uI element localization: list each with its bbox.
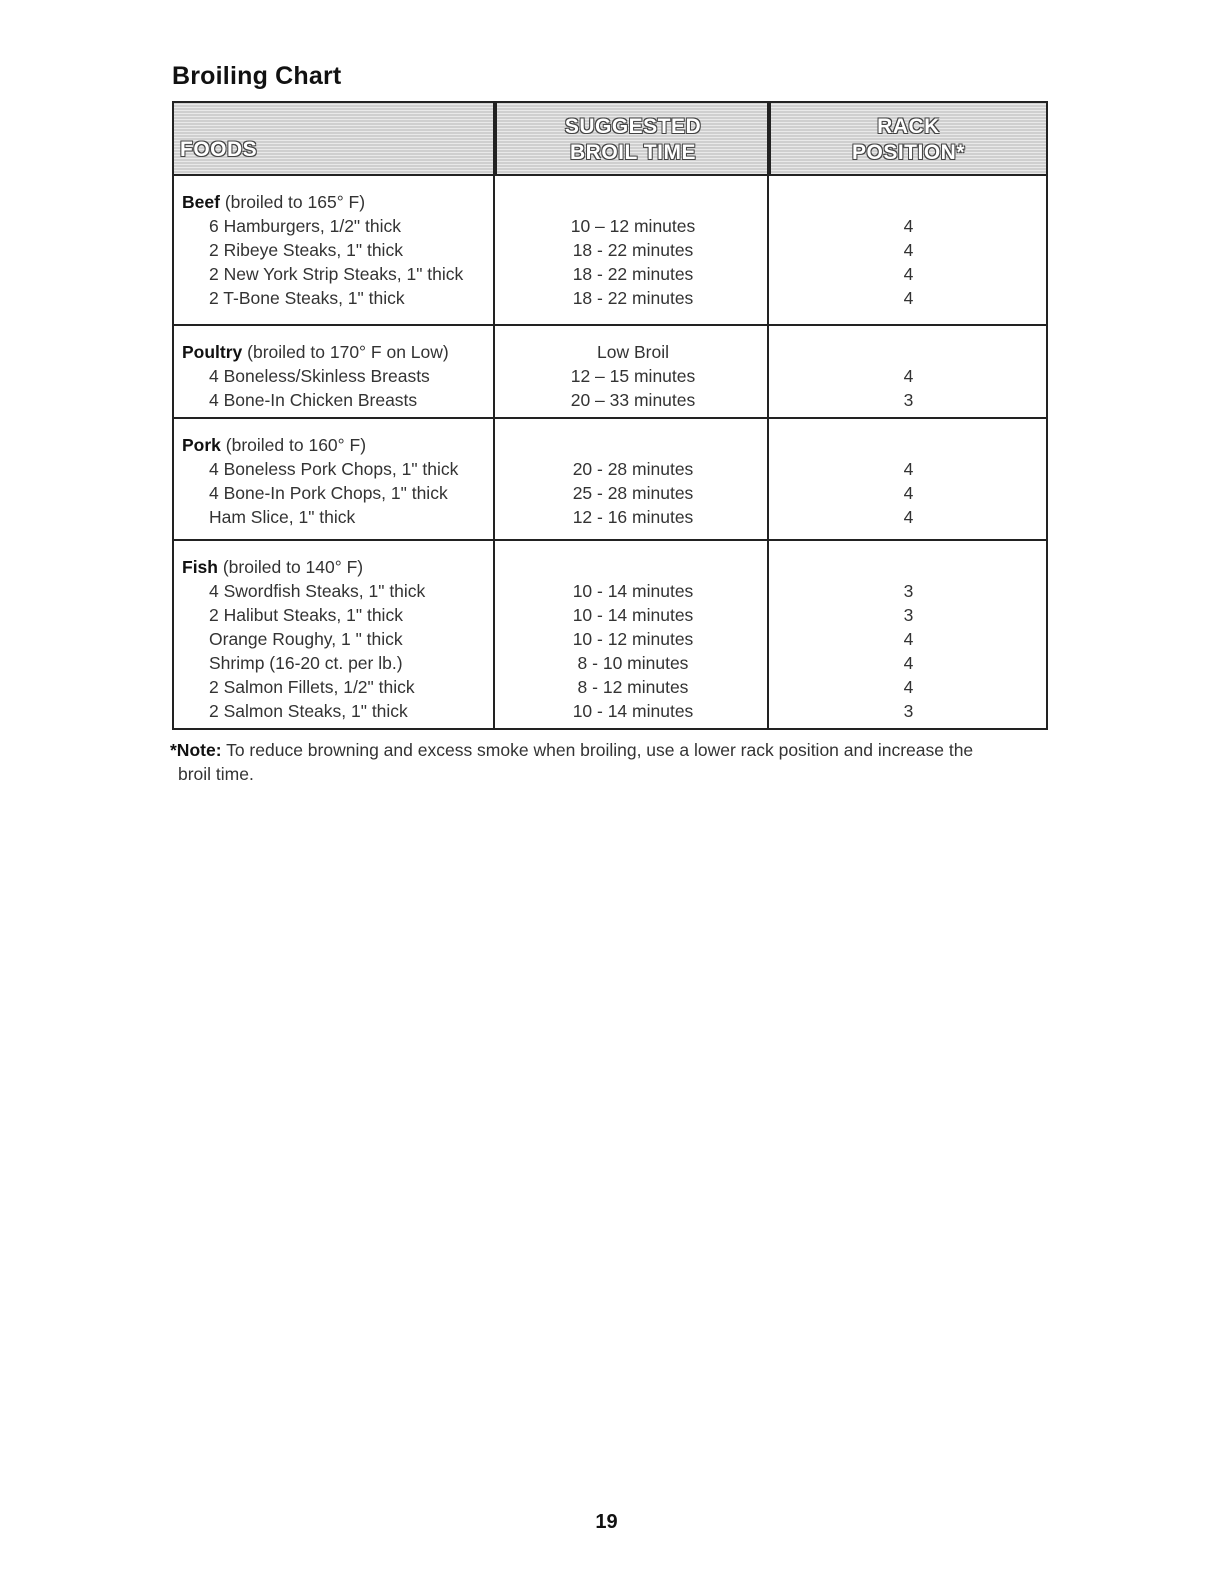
rack-position-column — [771, 555, 1046, 723]
category-note: (broiled to 160° F) — [225, 435, 367, 455]
category-note: (broiled to 140° F) — [222, 557, 364, 577]
food-item: 4 Boneless Pork Chops, 1" thick — [209, 459, 459, 479]
foods-column — [182, 340, 492, 412]
rack-position-value: 3 — [903, 605, 914, 625]
foods-column — [182, 433, 492, 529]
rack-position-value: 4 — [903, 216, 914, 236]
category-name: Pork — [182, 435, 221, 455]
food-item: 2 Halibut Steaks, 1" thick — [209, 605, 403, 625]
footnote-label: *Note: — [170, 740, 222, 760]
category-time-note — [497, 433, 769, 457]
food-item: 2 Salmon Fillets, 1/2" thick — [209, 677, 415, 697]
broil-time-value: 8 - 10 minutes — [577, 653, 689, 673]
rack-position-value: 3 — [903, 390, 914, 410]
category-time-note: Low Broil — [597, 342, 669, 362]
category-name: Beef — [182, 192, 220, 212]
footnote-text-line1: To reduce browning and excess smoke when broiling, use a lower rack position and increase the — [226, 740, 974, 760]
broil-time-value: 18 - 22 minutes — [572, 240, 694, 260]
category-rack-blank — [771, 555, 1046, 579]
broil-time-value: 20 – 33 minutes — [570, 390, 696, 410]
header-broil-time-line2: BROIL TIME — [570, 141, 696, 164]
food-item: 6 Hamburgers, 1/2" thick — [209, 216, 401, 236]
table-section-pork — [174, 417, 1046, 539]
rack-position-value: 3 — [903, 701, 914, 721]
header-broil-time-line1: SUGGESTED — [564, 115, 702, 138]
table-section-poultry — [174, 324, 1046, 417]
broil-time-column — [497, 190, 769, 310]
rack-position-value: 4 — [903, 459, 914, 479]
foods-column — [182, 190, 492, 310]
rack-position-value: 4 — [903, 240, 914, 260]
category-note: (broiled to 170° F on Low) — [247, 342, 449, 362]
food-item: 2 Ribeye Steaks, 1" thick — [209, 240, 403, 260]
header-rack-position — [769, 103, 1046, 174]
food-item: 2 Salmon Steaks, 1" thick — [209, 701, 408, 721]
broil-time-value: 10 - 12 minutes — [572, 629, 694, 649]
broil-time-value: 10 - 14 minutes — [572, 581, 694, 601]
category-row — [182, 433, 492, 457]
food-item: 4 Swordfish Steaks, 1" thick — [209, 581, 426, 601]
broil-time-column — [497, 555, 769, 723]
table-section-fish — [174, 539, 1046, 728]
food-item: 2 New York Strip Steaks, 1" thick — [209, 264, 464, 284]
category-rack-blank — [771, 340, 1046, 364]
broil-time-value: 18 - 22 minutes — [572, 264, 694, 284]
header-foods — [174, 103, 495, 174]
broil-time-column — [497, 340, 769, 412]
category-rack-blank — [771, 433, 1046, 457]
category-row — [182, 555, 492, 579]
broil-time-value: 10 – 12 minutes — [570, 216, 696, 236]
broiling-chart-table — [172, 101, 1048, 730]
food-item: 4 Bone-In Pork Chops, 1" thick — [209, 483, 448, 503]
rack-position-column — [771, 433, 1046, 529]
food-item: 2 T-Bone Steaks, 1" thick — [209, 288, 405, 308]
header-broil-time — [495, 103, 769, 174]
category-row — [182, 340, 492, 364]
rack-position-value: 4 — [903, 288, 914, 308]
category-name: Fish — [182, 557, 218, 577]
category-note: (broiled to 165° F) — [224, 192, 366, 212]
rack-position-value: 3 — [903, 581, 914, 601]
footnote — [170, 738, 1060, 786]
rack-position-value: 4 — [903, 629, 914, 649]
broil-time-value: 20 - 28 minutes — [572, 459, 694, 479]
category-time-note — [497, 555, 769, 579]
rack-position-value: 4 — [903, 264, 914, 284]
food-item: 4 Bone-In Chicken Breasts — [209, 390, 418, 410]
rack-position-value: 4 — [903, 653, 914, 673]
header-rack-line2: POSITION* — [851, 141, 966, 164]
footnote-text-line2: broil time. — [178, 764, 254, 784]
broil-time-value: 12 – 15 minutes — [570, 366, 696, 386]
rack-position-column — [771, 340, 1046, 412]
food-item: Shrimp (16-20 ct. per lb.) — [209, 653, 403, 673]
broil-time-value: 10 - 14 minutes — [572, 701, 694, 721]
category-name: Poultry — [182, 342, 243, 362]
broil-time-value: 12 - 16 minutes — [572, 507, 694, 527]
broil-time-column — [497, 433, 769, 529]
broil-time-value: 10 - 14 minutes — [572, 605, 694, 625]
category-row — [182, 190, 492, 214]
page-number: 19 — [595, 1511, 618, 1533]
header-foods-label: FOODS — [180, 138, 258, 161]
rack-position-value: 4 — [903, 507, 914, 527]
food-item: Orange Roughy, 1 " thick — [209, 629, 403, 649]
food-item: 4 Boneless/Skinless Breasts — [209, 366, 430, 386]
broil-time-value: 8 - 12 minutes — [577, 677, 689, 697]
table-section-beef — [174, 176, 1046, 324]
food-item: Ham Slice, 1" thick — [209, 507, 356, 527]
header-rack-line1: RACK — [877, 115, 940, 138]
rack-position-value: 4 — [903, 366, 914, 386]
broil-time-value: 25 - 28 minutes — [572, 483, 694, 503]
broil-time-value: 18 - 22 minutes — [572, 288, 694, 308]
rack-position-column — [771, 190, 1046, 310]
rack-position-value: 4 — [903, 483, 914, 503]
foods-column — [182, 555, 492, 723]
rack-position-value: 4 — [903, 677, 914, 697]
category-time-note — [497, 190, 769, 214]
page-title: Broiling Chart — [172, 62, 342, 90]
category-rack-blank — [771, 190, 1046, 214]
